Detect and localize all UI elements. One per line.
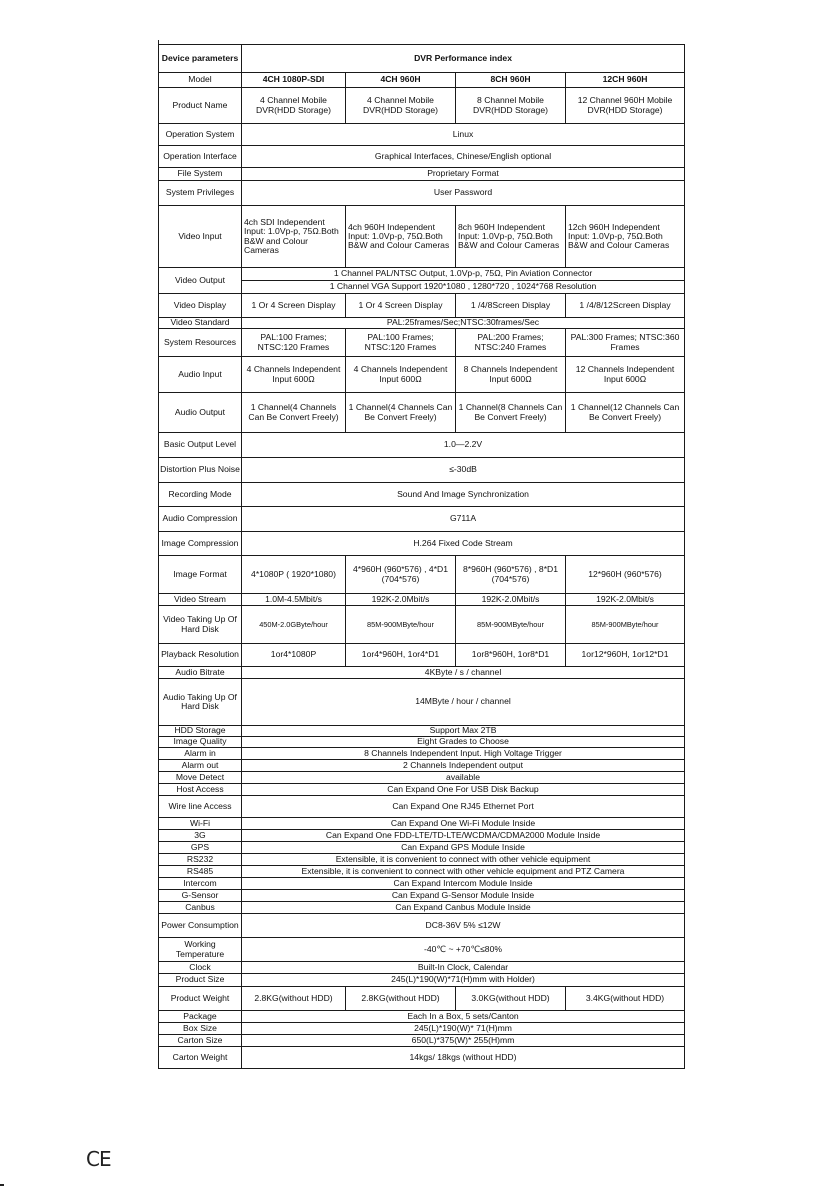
value-cell: 1or4*960H, 1or4*D1	[346, 644, 456, 667]
value-cell: 1or4*1080P	[242, 644, 346, 667]
row-label-operation-interface: Operation Interface	[159, 146, 242, 168]
table-row	[159, 679, 685, 726]
row-label-playback-resolution: Playback Resolution	[159, 644, 242, 667]
value-cell: H.264 Fixed Code Stream	[242, 532, 685, 556]
page-bottom-mark	[0, 1184, 4, 1186]
value-cell: PAL:300 Frames; NTSC:360 Frames	[566, 329, 685, 357]
value-cell: Can Expand G-Sensor Module Inside	[242, 890, 685, 902]
table-row	[159, 556, 685, 594]
table-row	[159, 914, 685, 938]
table-row	[159, 88, 685, 124]
table-row	[159, 433, 685, 458]
table-row	[159, 168, 685, 181]
table-header-row	[159, 45, 685, 73]
table-row	[159, 784, 685, 796]
ce-mark: CE	[86, 1147, 111, 1171]
value-cell: User Password	[242, 181, 685, 206]
value-cell: 1.0—2.2V	[242, 433, 685, 458]
value-cell: 12ch 960H Independent Input: 1.0Vp-p, 75Ω.Both B&W and Colour Cameras	[566, 206, 685, 268]
value-cell: DC8-36V 5% ≤12W	[242, 914, 685, 938]
table-row	[159, 294, 685, 318]
header-title-cell: DVR Performance index	[242, 45, 685, 73]
table-row	[159, 458, 685, 483]
row-label-system-privileges: System Privileges	[159, 181, 242, 206]
value-cell: Extensible, it is convenient to connect with other vehicle equipment	[242, 854, 685, 866]
value-cell: 1 /4/8/12Screen Display	[566, 294, 685, 318]
table-row	[159, 962, 685, 974]
value-cell: 1 Channel(4 Channels Can Be Convert Freely)	[242, 393, 346, 433]
value-cell: 8CH 960H	[456, 73, 566, 88]
row-label-basic-output-level: Basic Output Level	[159, 433, 242, 458]
value-cell: 4KByte / s / channel	[242, 667, 685, 679]
table-row	[159, 73, 685, 88]
value-cell: PAL:100 Frames; NTSC:120 Frames	[346, 329, 456, 357]
table-row	[159, 1047, 685, 1069]
value-cell: 4ch 960H Independent Input: 1.0Vp-p, 75Ω.Both B&W and Colour Cameras	[346, 206, 456, 268]
value-cell: 192K-2.0Mbit/s	[346, 594, 456, 606]
header-label-cell: Device parameters	[159, 45, 242, 73]
table-row	[159, 796, 685, 818]
value-cell: Can Expand One Wi-Fi Module Inside	[242, 818, 685, 830]
value-cell: 4 Channel Mobile DVR(HDD Storage)	[346, 88, 456, 124]
row-label-intercom: Intercom	[159, 878, 242, 890]
row-label-video-taking-up-of-hard-disk: Video Taking Up Of Hard Disk	[159, 606, 242, 644]
value-cell: 1.0M-4.5Mbit/s	[242, 594, 346, 606]
value-cell: 450M-2.0GByte/hour	[242, 606, 346, 644]
value-cell: 1or8*960H, 1or8*D1	[456, 644, 566, 667]
value-cell: 4 Channels Independent Input 600Ω	[242, 357, 346, 393]
row-label-recording-mode: Recording Mode	[159, 483, 242, 507]
value-cell: 4CH 960H	[346, 73, 456, 88]
table-row	[159, 483, 685, 507]
table-row	[159, 1011, 685, 1023]
row-label-carton-size: Carton Size	[159, 1035, 242, 1047]
table-row	[159, 644, 685, 667]
row-label-rs485: RS485	[159, 866, 242, 878]
table-row	[159, 748, 685, 760]
table-row	[159, 318, 685, 329]
value-cell: Extensible, it is convenient to connect with other vehicle equipment and PTZ Camera	[242, 866, 685, 878]
row-label-video-stream: Video Stream	[159, 594, 242, 606]
value-cell: 2.8KG(without HDD)	[346, 987, 456, 1011]
row-label-video-input: Video Input	[159, 206, 242, 268]
row-label-audio-input: Audio Input	[159, 357, 242, 393]
value-cell: 8 Channels Independent Input. High Voltage Trigger	[242, 748, 685, 760]
value-cell: 192K-2.0Mbit/s	[456, 594, 566, 606]
table-row	[159, 890, 685, 902]
table-row	[159, 974, 685, 987]
value-cell: 8ch 960H Independent Input: 1.0Vp-p, 75Ω.Both B&W and Colour Cameras	[456, 206, 566, 268]
value-cell: PAL:100 Frames; NTSC:120 Frames	[242, 329, 346, 357]
table-row	[159, 737, 685, 748]
table-row	[159, 393, 685, 433]
value-cell: 1 Channel VGA Support 1920*1080 , 1280*720 , 1024*768 Resolution	[242, 281, 685, 294]
table-row	[159, 842, 685, 854]
value-cell: Eight Grades to Choose	[242, 737, 685, 748]
value-cell: 4*1080P ( 1920*1080)	[242, 556, 346, 594]
value-cell: 85M-900MByte/hour	[566, 606, 685, 644]
table-row	[159, 1023, 685, 1035]
row-label-wi-fi: Wi-Fi	[159, 818, 242, 830]
row-label-hdd-storage: HDD Storage	[159, 726, 242, 737]
table-row	[159, 878, 685, 890]
table-row	[159, 357, 685, 393]
row-label-product-weight: Product Weight	[159, 987, 242, 1011]
dvr-spec-table	[158, 44, 685, 1069]
value-cell: 85M-900MByte/hour	[456, 606, 566, 644]
table-row	[159, 938, 685, 962]
row-label-g-sensor: G-Sensor	[159, 890, 242, 902]
table-row	[159, 772, 685, 784]
row-label-image-compression: Image Compression	[159, 532, 242, 556]
value-cell: 12*960H (960*576)	[566, 556, 685, 594]
row-label-audio-compression: Audio Compression	[159, 507, 242, 532]
value-cell: 8*960H (960*576) , 8*D1 (704*576)	[456, 556, 566, 594]
row-label-package: Package	[159, 1011, 242, 1023]
value-cell: Can Expand GPS Module Inside	[242, 842, 685, 854]
value-cell: Support Max 2TB	[242, 726, 685, 737]
value-cell: 4*960H (960*576) , 4*D1 (704*576)	[346, 556, 456, 594]
value-cell: 650(L)*375(W)* 255(H)mm	[242, 1035, 685, 1047]
row-label-audio-output: Audio Output	[159, 393, 242, 433]
row-label-audio-bitrate: Audio Bitrate	[159, 667, 242, 679]
value-cell: 12CH 960H	[566, 73, 685, 88]
value-cell: 4 Channel Mobile DVR(HDD Storage)	[242, 88, 346, 124]
table-row	[159, 268, 685, 281]
row-label-power-consumption: Power Consumption	[159, 914, 242, 938]
table-row	[159, 667, 685, 679]
row-label-wire-line-access: Wire line Access	[159, 796, 242, 818]
value-cell: Proprietary Format	[242, 168, 685, 181]
value-cell: 1 Channel(4 Channels Can Be Convert Freely)	[346, 393, 456, 433]
row-label-box-size: Box Size	[159, 1023, 242, 1035]
value-cell: 14MByte / hour / channel	[242, 679, 685, 726]
table-row	[159, 329, 685, 357]
table-row	[159, 854, 685, 866]
table-row	[159, 507, 685, 532]
row-label-clock: Clock	[159, 962, 242, 974]
table-row	[159, 124, 685, 146]
value-cell: -40℃ ~ +70℃≤80%	[242, 938, 685, 962]
row-label-image-quality: Image Quality	[159, 737, 242, 748]
value-cell: PAL:200 Frames; NTSC:240 Frames	[456, 329, 566, 357]
table-row	[159, 1035, 685, 1047]
row-label-system-resources: System Resources	[159, 329, 242, 357]
value-cell: Can Expand Canbus Module Inside	[242, 902, 685, 914]
value-cell: Sound And Image Synchronization	[242, 483, 685, 507]
value-cell: 245(L)*190(W)*71(H)mm with Holder)	[242, 974, 685, 987]
table-row	[159, 866, 685, 878]
value-cell: Can Expand One RJ45 Ethernet Port	[242, 796, 685, 818]
row-label-gps: GPS	[159, 842, 242, 854]
value-cell: 8 Channel Mobile DVR(HDD Storage)	[456, 88, 566, 124]
value-cell: 14kgs/ 18kgs (without HDD)	[242, 1047, 685, 1069]
value-cell: 4 Channels Independent Input 600Ω	[346, 357, 456, 393]
value-cell: 2 Channels Independent output	[242, 760, 685, 772]
value-cell: 245(L)*190(W)* 71(H)mm	[242, 1023, 685, 1035]
table-row	[159, 606, 685, 644]
value-cell: 3.0KG(without HDD)	[456, 987, 566, 1011]
value-cell: Can Expand One For USB Disk Backup	[242, 784, 685, 796]
value-cell: 12 Channels Independent Input 600Ω	[566, 357, 685, 393]
value-cell: Can Expand Intercom Module Inside	[242, 878, 685, 890]
row-label-model: Model	[159, 73, 242, 88]
value-cell: 1 Channel(12 Channels Can Be Convert Freely)	[566, 393, 685, 433]
value-cell: 1 Channel(8 Channels Can Be Convert Freely)	[456, 393, 566, 433]
table-row	[159, 902, 685, 914]
value-cell: 12 Channel 960H Mobile DVR(HDD Storage)	[566, 88, 685, 124]
value-cell: Each In a Box, 5 sets/Canton	[242, 1011, 685, 1023]
table-row	[159, 818, 685, 830]
row-label-video-display: Video Display	[159, 294, 242, 318]
row-label-alarm-in: Alarm in	[159, 748, 242, 760]
row-label-audio-taking-up-of-hard-disk: Audio Taking Up Of Hard Disk	[159, 679, 242, 726]
value-cell: PAL:25frames/Sec;NTSC:30frames/Sec	[242, 318, 685, 329]
value-cell: 85M-900MByte/hour	[346, 606, 456, 644]
value-cell: 1 Or 4 Screen Display	[242, 294, 346, 318]
spec-table-body	[159, 45, 685, 1069]
value-cell: 1 /4/8Screen Display	[456, 294, 566, 318]
value-cell: Can Expand One FDD-LTE/TD-LTE/WCDMA/CDMA2000 Module Inside	[242, 830, 685, 842]
row-label-video-output: Video Output	[159, 268, 242, 294]
row-label-carton-weight: Carton Weight	[159, 1047, 242, 1069]
value-cell: 192K-2.0Mbit/s	[566, 594, 685, 606]
value-cell: Graphical Interfaces, Chinese/English optional	[242, 146, 685, 168]
row-label-alarm-out: Alarm out	[159, 760, 242, 772]
table-row	[159, 760, 685, 772]
table-row	[159, 146, 685, 168]
value-cell: ≤-30dB	[242, 458, 685, 483]
table-row	[159, 181, 685, 206]
row-label-product-name: Product Name	[159, 88, 242, 124]
value-cell: 1or12*960H, 1or12*D1	[566, 644, 685, 667]
value-cell: Built-In Clock, Calendar	[242, 962, 685, 974]
value-cell: 4ch SDI Independent Input: 1.0Vp-p, 75Ω.Both B&W and Colour Cameras	[242, 206, 346, 268]
row-label-image-format: Image Format	[159, 556, 242, 594]
row-label-3g: 3G	[159, 830, 242, 842]
row-label-file-system: File System	[159, 168, 242, 181]
value-cell: Linux	[242, 124, 685, 146]
value-cell: 1 Channel PAL/NTSC Output, 1.0Vp-p, 75Ω, Pin Aviation Connector	[242, 268, 685, 281]
row-label-move-detect: Move Detect	[159, 772, 242, 784]
table-row	[159, 830, 685, 842]
row-label-operation-system: Operation System	[159, 124, 242, 146]
value-cell: available	[242, 772, 685, 784]
table-row	[159, 594, 685, 606]
value-cell: 4CH 1080P-SDI	[242, 73, 346, 88]
row-label-working-temperature: Working Temperature	[159, 938, 242, 962]
value-cell: 2.8KG(without HDD)	[242, 987, 346, 1011]
table-row	[159, 987, 685, 1011]
value-cell: G711A	[242, 507, 685, 532]
table-row	[159, 532, 685, 556]
value-cell: 8 Channels Independent Input 600Ω	[456, 357, 566, 393]
row-label-rs232: RS232	[159, 854, 242, 866]
row-label-host-access: Host Access	[159, 784, 242, 796]
row-label-video-standard: Video Standard	[159, 318, 242, 329]
table-row	[159, 726, 685, 737]
row-label-product-size: Product Size	[159, 974, 242, 987]
row-label-distortion-plus-noise: Distortion Plus Noise	[159, 458, 242, 483]
value-cell: 3.4KG(without HDD)	[566, 987, 685, 1011]
table-row	[159, 206, 685, 268]
row-label-canbus: Canbus	[159, 902, 242, 914]
value-cell: 1 Or 4 Screen Display	[346, 294, 456, 318]
